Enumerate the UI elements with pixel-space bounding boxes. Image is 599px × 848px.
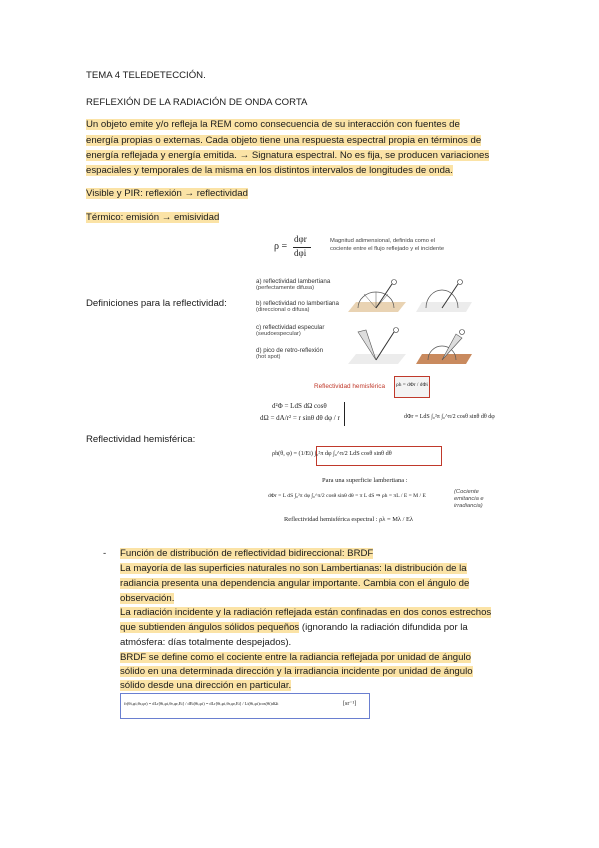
derivation-line-4: ρh(θ, φ) = (1/Ei) ∫₀²π dφ ∫₀^π/2 LdS cosθ sinθ dθ bbox=[272, 450, 392, 457]
brdf-line-2: La mayoría de las superficies naturales no son Lambertianas: la distribución de la bbox=[120, 563, 467, 574]
specular-diagram bbox=[348, 328, 406, 365]
side-note-2: emitancia e bbox=[454, 496, 484, 502]
brdf-line-7: atmósfera: días totalmente despejados). bbox=[120, 637, 292, 648]
brdf-formula: fr(θi,φi,θr,φr) = dLr[θi,φi,θr,φr,Ei] / dEi(θi,φi) = dLr[θi,φi,θr,φr,Ei] / Li(θi,φi)cos(θi)dΩi bbox=[124, 701, 279, 706]
brdf-formula-unit: [sr⁻¹] bbox=[343, 701, 357, 707]
brdf-line-1: Función de distribución de reflectividad bidireccional: BRDF bbox=[120, 548, 374, 559]
visible-line: Visible y PIR: reflexión → reflectividad bbox=[86, 188, 248, 199]
brdf-line-9: sólido en una determinada dirección y la irradiancia incidente por unidad de ángulo bbox=[120, 666, 473, 677]
hemispheric-label: Reflectividad hemisférica bbox=[314, 383, 386, 390]
figure-reflectivity-formula bbox=[270, 232, 470, 262]
intro-line-4: espaciales y temporales de la misma en los distintos intervalos de longitudes de onda. bbox=[86, 165, 453, 176]
derivation-line-2: dΩ = dA/r² = r sinθ dθ dφ / r bbox=[260, 414, 340, 422]
formula-den: dφi bbox=[294, 248, 307, 258]
figure-derivation bbox=[254, 402, 494, 530]
non-lambertian-diagram bbox=[416, 280, 472, 313]
figure-reflectivity-types bbox=[254, 272, 464, 372]
derivation-line-3: dΦr = LdS ∫₀²π ∫₀^π/2 cosθ sinθ dθ dφ bbox=[404, 414, 495, 420]
brdf-formula-box bbox=[120, 693, 370, 719]
brdf-line-4: observación. bbox=[120, 593, 175, 604]
derivation-caption: Para una superficie lambertiana : bbox=[322, 477, 408, 484]
hotspot-diagram bbox=[416, 330, 472, 365]
doc-title: TEMA 4 TELEDETECCIÓN. bbox=[86, 70, 206, 81]
type-b-label: b) reflectividad no lambertiana bbox=[256, 300, 339, 307]
intro-line-3: energía reflejada y energía emitida. → Signatura espectral. No es fija, se producen variaciones bbox=[86, 150, 490, 161]
reflection-diagrams bbox=[344, 272, 474, 372]
hemispheric-formula: ρh = dΦr / dΦi bbox=[396, 382, 428, 388]
hemispheric-formula-box bbox=[394, 376, 430, 398]
formula-caption-2: cociente entre el flujo reflejado y el incidente bbox=[330, 246, 445, 252]
type-d-sub: (hot spot) bbox=[256, 354, 281, 360]
brdf-line-10: sólido desde una dirección en particular. bbox=[120, 680, 292, 691]
brdf-line-3: radiancia presenta una dependencia angular importante. Cambia con el ángulo de bbox=[120, 578, 470, 589]
brdf-bullet: - bbox=[103, 548, 107, 559]
formula-num: dφr bbox=[294, 234, 307, 244]
intro-line-1: Un objeto emite y/o refleja la REM como consecuencia de su interacción con fuentes de bbox=[86, 119, 460, 130]
type-c-label: c) reflectividad especular bbox=[256, 324, 325, 331]
hemisferica-label: Reflectividad hemisférica: bbox=[86, 434, 196, 445]
intro-line-2: energía propias o externas. Cada objeto tiene una respuesta espectral propia en términos de bbox=[86, 135, 482, 146]
derivation-divider bbox=[344, 402, 345, 426]
side-note-3: irradiancia) bbox=[454, 503, 483, 509]
formula-caption-1: Magnitud adimensional, definida como el bbox=[330, 238, 436, 244]
type-d-label: d) pico de retro-reflexión bbox=[256, 347, 324, 354]
derivation-line-5: dΦr = L dS ∫₀²π dφ ∫₀^π/2 cosθ sinθ dθ = π L dS ⇒ ρh = πL / E = M / E bbox=[268, 493, 426, 499]
section-heading: REFLEXIÓN DE LA RADIACIÓN DE ONDA CORTA bbox=[86, 97, 308, 108]
derivation-line-1: d²Φ = LdS dΩ cosθ bbox=[272, 402, 327, 410]
side-note-1: (Cociente bbox=[454, 489, 479, 495]
type-c-sub: (seudoespecular) bbox=[256, 331, 301, 337]
lambertian-diagram bbox=[348, 280, 406, 313]
formula-lhs: ρ = bbox=[274, 241, 288, 252]
type-a-sub: (perfectamente difusa) bbox=[256, 285, 314, 291]
thermal-line: Térmico: emisión → emisividad bbox=[86, 212, 220, 223]
derivation-line-6: Reflectividad hemisférica espectral : ρλ = Mλ / Eλ bbox=[284, 516, 413, 523]
type-a-label: a) reflectividad lambertiana bbox=[256, 278, 331, 285]
brdf-line-5: La radiación incidente y la radiación reflejada están confinadas en dos conos estrechos bbox=[120, 607, 492, 618]
type-b-sub: (direccional o difusa) bbox=[256, 307, 310, 313]
brdf-line-6: que subtienden ángulos sólidos pequeños (ignorando la radiación difundida por la bbox=[120, 622, 468, 633]
figure-hemispheric bbox=[312, 376, 432, 398]
brdf-line-8: BRDF se define como el cociente entre la radiancia reflejada por unidad de ángulo bbox=[120, 652, 471, 663]
definiciones-label: Definiciones para la reflectividad: bbox=[86, 298, 227, 309]
